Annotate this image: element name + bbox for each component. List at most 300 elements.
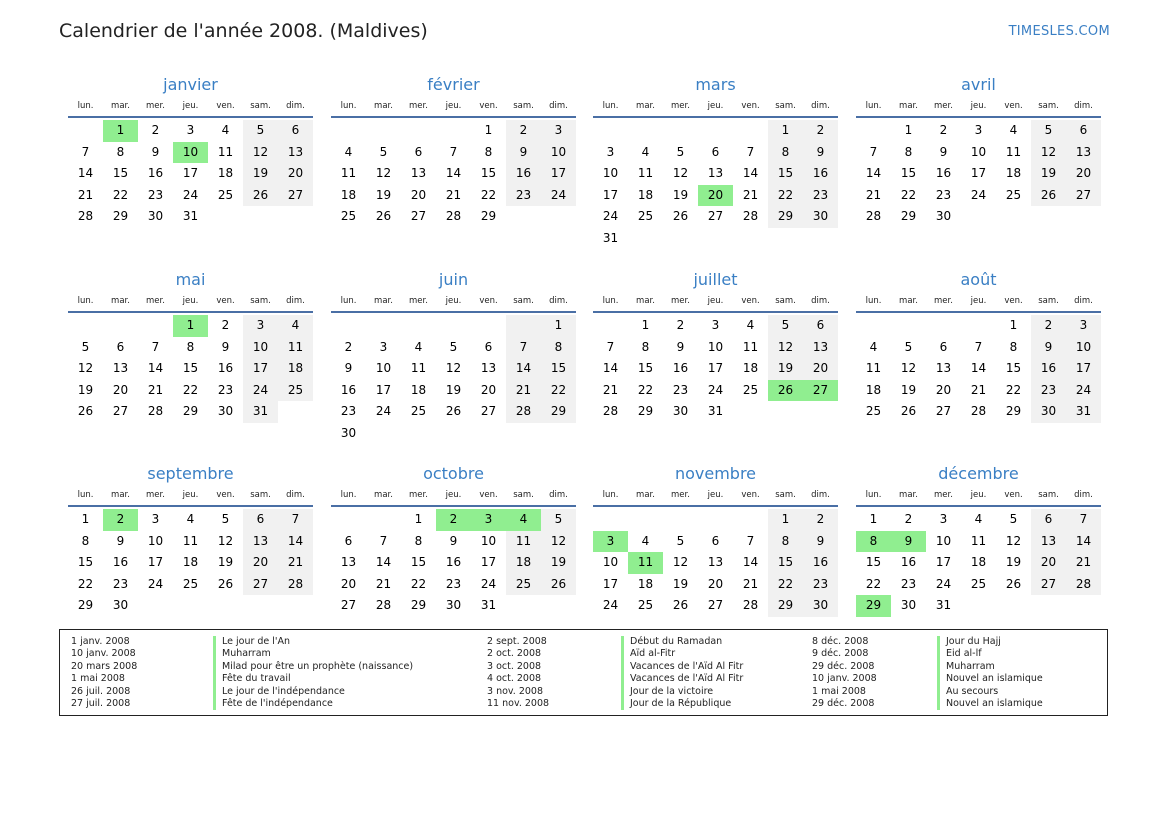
weekday-label: mar.: [111, 101, 130, 111]
day-cell: 14: [970, 361, 987, 375]
day-cell: 3: [243, 315, 278, 337]
day-cell: 9: [939, 144, 948, 159]
day-cell: 9: [1031, 337, 1066, 359]
day-cell: 2: [221, 318, 230, 332]
day-cell: 28: [375, 598, 392, 612]
day-cell: 23: [803, 574, 838, 596]
day-cell: 9: [506, 142, 541, 164]
day-cell: 18: [217, 166, 234, 180]
empty-cell: [506, 423, 541, 445]
empty-cell: [996, 595, 1031, 617]
weekday-label: lun.: [602, 101, 619, 111]
weekday-label: mer.: [671, 296, 690, 306]
empty-cell: [436, 423, 471, 445]
day-cell: 4: [1009, 123, 1018, 137]
day-cell: 22: [637, 382, 654, 397]
month-10: [331, 463, 576, 617]
day-cell: 22: [480, 187, 497, 202]
weekday-label: mar.: [374, 490, 393, 500]
day-cell: 5: [1009, 512, 1018, 526]
day-grid: [331, 120, 576, 228]
empty-cell: [138, 595, 173, 617]
weekday-label: jeu.: [445, 296, 462, 306]
legend-holiday-name: Jour du Hajj: [937, 636, 1043, 648]
day-cell: 29: [856, 595, 891, 617]
day-cell: 30: [900, 598, 917, 612]
weekday-label: sam.: [775, 296, 796, 306]
legend-date: 27 juil. 2008: [71, 697, 131, 709]
day-cell: 22: [112, 187, 129, 202]
day-cell: 24: [935, 576, 952, 591]
day-cell: 16: [1031, 358, 1066, 380]
day-cell: 31: [243, 401, 278, 423]
month-1: [68, 74, 313, 228]
day-cell: 18: [182, 555, 199, 569]
day-cell: 29: [900, 209, 917, 223]
empty-cell: [103, 315, 138, 337]
day-cell: 7: [1066, 509, 1101, 531]
month-8: [856, 269, 1101, 423]
empty-cell: [68, 315, 103, 337]
day-cell: 29: [637, 404, 654, 418]
weekday-label: sam.: [250, 490, 271, 500]
empty-cell: [803, 401, 838, 423]
day-cell: 5: [243, 120, 278, 142]
day-cell: 5: [541, 509, 576, 531]
empty-cell: [891, 315, 926, 337]
day-cell: 4: [186, 512, 195, 526]
weekday-label: jeu.: [970, 490, 987, 500]
day-cell: 26: [445, 404, 462, 418]
day-cell: 5: [379, 144, 388, 159]
day-cell: 17: [935, 555, 952, 569]
day-cell: 19: [375, 187, 392, 202]
day-cell: 27: [243, 574, 278, 596]
weekday-label: dim.: [1074, 490, 1093, 500]
day-cell: 3: [711, 318, 720, 332]
weekday-label: mer.: [146, 296, 165, 306]
day-cell: 4: [974, 512, 983, 526]
day-cell: 2: [151, 123, 160, 137]
day-cell: 3: [606, 144, 615, 159]
day-cell: 24: [602, 598, 619, 612]
day-cell: 27: [1031, 574, 1066, 596]
day-cell: 3: [593, 531, 628, 553]
day-cell: 10: [243, 337, 278, 359]
day-cell: 13: [278, 142, 313, 164]
weekday-label: dim.: [811, 490, 830, 500]
day-cell: 22: [77, 576, 94, 591]
empty-cell: [506, 206, 541, 228]
weekday-label: ven.: [216, 490, 235, 500]
day-cell: 5: [676, 533, 685, 548]
legend-holiday-name: Aïd al-Fitr: [621, 648, 743, 660]
legend-date: 2 oct. 2008: [487, 648, 542, 660]
empty-cell: [996, 206, 1031, 228]
day-cell: 4: [344, 144, 353, 159]
day-cell: 3: [541, 120, 576, 142]
day-cell: 24: [243, 380, 278, 402]
day-cell: 5: [904, 339, 913, 354]
day-cell: 11: [637, 166, 654, 180]
day-cell: 6: [278, 120, 313, 142]
day-cell: 24: [541, 185, 576, 207]
day-cell: 28: [147, 404, 164, 418]
day-cell: 11: [278, 337, 313, 359]
legend-dates: [71, 636, 137, 710]
day-cell: 29: [1005, 404, 1022, 418]
day-cell: 1: [1009, 318, 1018, 332]
day-cell: 31: [935, 598, 952, 612]
day-cell: 11: [970, 533, 987, 548]
day-cell: 4: [414, 339, 423, 354]
day-cell: 12: [445, 361, 462, 375]
day-cell: 22: [768, 574, 803, 596]
day-cell: 26: [243, 185, 278, 207]
day-cell: 2: [506, 120, 541, 142]
day-cell: 23: [935, 187, 952, 202]
day-cell: 9: [449, 533, 458, 548]
month-name: août: [960, 270, 997, 289]
day-cell: 25: [1005, 187, 1022, 202]
day-cell: 16: [506, 163, 541, 185]
legend-names: [213, 636, 413, 710]
day-grid: [68, 509, 313, 617]
day-cell: 6: [803, 315, 838, 337]
day-cell: 20: [1066, 163, 1101, 185]
empty-cell: [733, 509, 768, 531]
month-name: avril: [961, 75, 996, 94]
empty-cell: [541, 423, 576, 445]
day-cell: 30: [340, 425, 357, 440]
day-cell: 26: [217, 576, 234, 591]
day-cell: 30: [935, 209, 952, 223]
day-cell: 26: [672, 598, 689, 612]
day-cell: 20: [935, 382, 952, 397]
empty-cell: [471, 423, 506, 445]
empty-cell: [278, 206, 313, 228]
day-cell: 23: [672, 382, 689, 397]
weekday-label: sam.: [1038, 490, 1059, 500]
empty-cell: [471, 315, 506, 337]
weekday-label: mar.: [899, 490, 918, 500]
weekday-label: lun.: [340, 296, 357, 306]
day-cell: 12: [768, 337, 803, 359]
day-cell: 7: [606, 339, 615, 354]
weekday-label: lun.: [77, 490, 94, 500]
day-cell: 13: [803, 337, 838, 359]
day-cell: 18: [637, 187, 654, 202]
day-cell: 15: [77, 555, 94, 569]
day-cell: 4: [506, 509, 541, 531]
day-cell: 18: [278, 358, 313, 380]
day-cell: 19: [672, 576, 689, 591]
weekday-header: [593, 291, 838, 313]
weekday-label: mer.: [409, 101, 428, 111]
day-cell: 21: [506, 380, 541, 402]
day-cell: 9: [676, 339, 685, 354]
empty-cell: [173, 595, 208, 617]
empty-cell: [856, 315, 891, 337]
empty-cell: [401, 423, 436, 445]
weekday-label: mar.: [899, 296, 918, 306]
day-cell: 16: [217, 361, 234, 375]
legend-holiday-name: Vacances de l'Aïd Al Fitr: [621, 673, 743, 685]
empty-cell: [628, 228, 663, 250]
day-cell: 15: [182, 361, 199, 375]
empty-cell: [733, 228, 768, 250]
month-name: juin: [438, 270, 469, 289]
day-cell: 5: [1031, 120, 1066, 142]
day-cell: 12: [900, 361, 917, 375]
page-title: Calendrier de l'année 2008. (Maldives): [59, 20, 428, 42]
day-cell: 10: [541, 142, 576, 164]
empty-cell: [541, 595, 576, 617]
day-cell: 1: [641, 318, 650, 332]
day-cell: 3: [379, 339, 388, 354]
weekday-label: sam.: [513, 296, 534, 306]
day-cell: 2: [803, 120, 838, 142]
empty-cell: [593, 315, 628, 337]
empty-cell: [243, 595, 278, 617]
day-cell: 31: [1066, 401, 1101, 423]
day-cell: 23: [112, 576, 129, 591]
day-cell: 25: [742, 382, 759, 397]
day-cell: 4: [641, 533, 650, 548]
day-cell: 28: [77, 209, 94, 223]
legend-holiday-name: Le jour de l'An: [213, 636, 413, 648]
day-cell: 8: [81, 533, 90, 548]
weekday-label: ven.: [216, 296, 235, 306]
weekday-label: sam.: [250, 296, 271, 306]
day-cell: 15: [541, 358, 576, 380]
day-cell: 13: [935, 361, 952, 375]
weekday-label: ven.: [741, 296, 760, 306]
weekday-label: dim.: [286, 296, 305, 306]
weekday-label: dim.: [1074, 101, 1093, 111]
weekday-label: lun.: [340, 490, 357, 500]
day-cell: 16: [112, 555, 129, 569]
day-cell: 13: [340, 555, 357, 569]
day-cell: 17: [182, 166, 199, 180]
day-cell: 17: [707, 361, 724, 375]
legend-holiday-name: Début du Ramadan: [621, 636, 743, 648]
day-cell: 1: [81, 512, 90, 526]
day-cell: 11: [410, 361, 427, 375]
legend-holiday-name: Le jour de l'indépendance: [213, 686, 413, 698]
day-cell: 29: [768, 206, 803, 228]
legend-holiday-name: Nouvel an islamique: [937, 673, 1043, 685]
empty-cell: [768, 401, 803, 423]
day-cell: 26: [672, 209, 689, 223]
day-cell: 22: [768, 185, 803, 207]
day-cell: 16: [803, 163, 838, 185]
weekday-header: [856, 485, 1101, 507]
day-cell: 6: [484, 339, 493, 354]
day-cell: 19: [243, 163, 278, 185]
day-cell: 15: [410, 555, 427, 569]
day-cell: 5: [449, 339, 458, 354]
day-cell: 29: [541, 401, 576, 423]
day-cell: 27: [707, 209, 724, 223]
day-cell: 13: [707, 555, 724, 569]
legend-date: 11 nov. 2008: [487, 697, 550, 709]
day-cell: 1: [541, 315, 576, 337]
legend-holiday-name: Milad pour être un prophète (naissance): [213, 661, 413, 673]
weekday-label: mar.: [111, 296, 130, 306]
day-cell: 27: [707, 598, 724, 612]
empty-cell: [331, 120, 366, 142]
day-cell: 18: [970, 555, 987, 569]
day-cell: 25: [637, 598, 654, 612]
day-cell: 6: [344, 533, 353, 548]
day-cell: 25: [506, 574, 541, 596]
day-cell: 15: [865, 555, 882, 569]
day-cell: 21: [970, 382, 987, 397]
day-cell: 26: [541, 574, 576, 596]
day-cell: 27: [410, 209, 427, 223]
day-cell: 7: [746, 144, 755, 159]
empty-cell: [1066, 206, 1101, 228]
day-cell: 23: [900, 576, 917, 591]
month-name: février: [427, 75, 480, 94]
day-cell: 20: [410, 187, 427, 202]
day-cell: 31: [480, 598, 497, 612]
weekday-label: ven.: [479, 490, 498, 500]
day-cell: 12: [375, 166, 392, 180]
day-cell: 22: [410, 576, 427, 591]
day-cell: 23: [506, 185, 541, 207]
brand-link[interactable]: TIMESLES.COM: [1008, 24, 1110, 39]
day-cell: 14: [147, 361, 164, 375]
day-cell: 25: [217, 187, 234, 202]
day-cell: 26: [1005, 576, 1022, 591]
legend-names: [937, 636, 1043, 710]
day-cell: 20: [1031, 552, 1066, 574]
day-cell: 10: [147, 533, 164, 548]
legend-date: 1 janv. 2008: [71, 636, 130, 647]
day-cell: 8: [768, 142, 803, 164]
day-cell: 30: [147, 209, 164, 223]
day-cell: 7: [379, 533, 388, 548]
weekday-label: dim.: [1074, 296, 1093, 306]
weekday-label: lun.: [865, 490, 882, 500]
day-grid: [856, 120, 1101, 228]
day-cell: 19: [1005, 555, 1022, 569]
legend-date: 10 janv. 2008: [71, 648, 136, 660]
day-cell: 18: [865, 382, 882, 397]
weekday-header: [856, 96, 1101, 118]
day-cell: 24: [1066, 380, 1101, 402]
legend-holiday-name: Muharram: [937, 661, 1043, 673]
day-cell: 17: [541, 163, 576, 185]
legend-date: 9 déc. 2008: [812, 648, 869, 660]
day-cell: 9: [151, 144, 160, 159]
day-cell: 23: [445, 576, 462, 591]
day-cell: 17: [602, 576, 619, 591]
empty-cell: [506, 315, 541, 337]
day-grid: [593, 315, 838, 423]
day-cell: 9: [891, 531, 926, 553]
weekday-label: sam.: [1038, 296, 1059, 306]
day-cell: 8: [541, 337, 576, 359]
month-3: [593, 74, 838, 249]
day-cell: 27: [278, 185, 313, 207]
weekday-label: ven.: [479, 101, 498, 111]
day-cell: 24: [970, 187, 987, 202]
legend-date: 3 nov. 2008: [487, 685, 543, 697]
day-cell: 22: [900, 187, 917, 202]
day-cell: 10: [173, 142, 208, 164]
day-cell: 22: [1005, 382, 1022, 397]
day-cell: 8: [768, 531, 803, 553]
weekday-label: mar.: [636, 490, 655, 500]
day-cell: 30: [445, 598, 462, 612]
day-cell: 14: [742, 555, 759, 569]
day-cell: 18: [742, 361, 759, 375]
day-cell: 6: [243, 509, 278, 531]
day-cell: 5: [676, 144, 685, 159]
day-cell: 7: [278, 509, 313, 531]
day-cell: 8: [414, 533, 423, 548]
day-cell: 28: [278, 574, 313, 596]
day-cell: 7: [506, 337, 541, 359]
day-cell: 12: [77, 361, 94, 375]
month-9: [68, 463, 313, 617]
day-cell: 12: [1005, 533, 1022, 548]
day-cell: 24: [147, 576, 164, 591]
day-cell: 21: [742, 187, 759, 202]
empty-cell: [331, 509, 366, 531]
day-cell: 1: [768, 509, 803, 531]
weekday-label: sam.: [775, 101, 796, 111]
weekday-label: jeu.: [182, 101, 199, 111]
day-cell: 10: [707, 339, 724, 354]
day-cell: 29: [480, 209, 497, 223]
day-cell: 6: [939, 339, 948, 354]
empty-cell: [436, 315, 471, 337]
day-cell: 18: [637, 576, 654, 591]
legend-date: 2 sept. 2008: [487, 636, 547, 647]
weekday-label: jeu.: [182, 490, 199, 500]
legend-holiday-name: Fête du travail: [213, 673, 413, 685]
month-name: juillet: [693, 270, 738, 289]
weekday-label: dim.: [549, 296, 568, 306]
empty-cell: [698, 228, 733, 250]
day-cell: 9: [803, 531, 838, 553]
legend-date: 26 juil. 2008: [71, 685, 131, 697]
day-cell: 31: [182, 209, 199, 223]
day-cell: 31: [707, 404, 724, 418]
month-7: [593, 269, 838, 423]
day-cell: 10: [602, 166, 619, 180]
month-name: novembre: [674, 464, 757, 483]
day-cell: 12: [243, 142, 278, 164]
day-cell: 7: [81, 144, 90, 159]
weekday-label: lun.: [77, 101, 94, 111]
day-cell: 13: [480, 361, 497, 375]
weekday-header: [68, 291, 313, 313]
day-cell: 28: [506, 401, 541, 423]
day-grid: [68, 120, 313, 228]
day-cell: 5: [81, 339, 90, 354]
weekday-label: ven.: [741, 490, 760, 500]
day-cell: 29: [112, 209, 129, 223]
weekday-label: mar.: [374, 296, 393, 306]
empty-cell: [1066, 595, 1101, 617]
day-cell: 19: [1031, 163, 1066, 185]
weekday-label: dim.: [811, 101, 830, 111]
